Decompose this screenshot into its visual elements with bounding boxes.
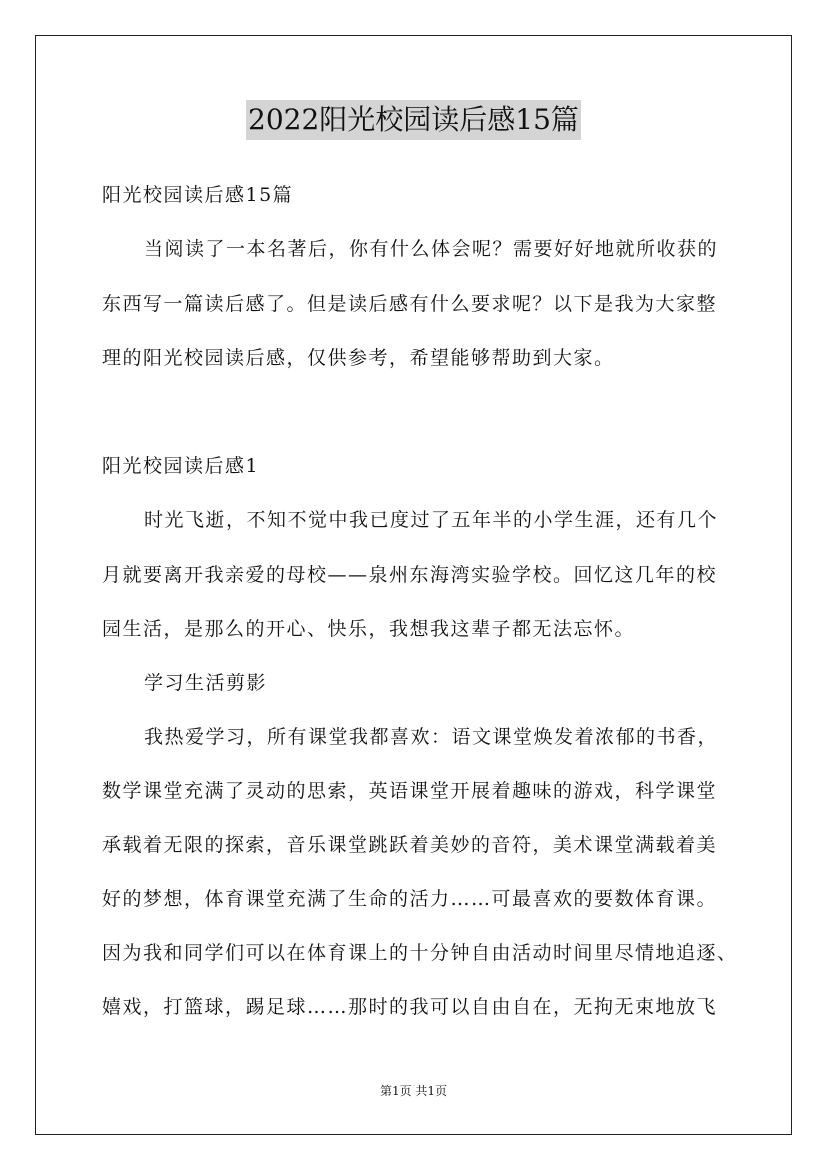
document-title: 2022阳光校园读后感15篇 bbox=[246, 100, 581, 140]
paragraph-line: 月就要离开我亲爱的母校——泉州东海湾实验学校。回忆这几年的校 bbox=[102, 564, 718, 586]
paragraph-line: 承载着无限的探索，音乐课堂跳跃着美妙的音符，美术课堂满载着美 bbox=[102, 834, 718, 856]
paragraph-line: 我热爱学习，所有课堂我都喜欢：语文课堂焕发着浓郁的书香， bbox=[144, 726, 719, 748]
intro-line: 东西写一篇读后感了。但是读后感有什么要求呢？以下是我为大家整 bbox=[102, 293, 718, 315]
paragraph-line: 园生活，是那么的开心、快乐，我想我这辈子都无法忘怀。 bbox=[102, 618, 636, 640]
sub-heading: 学习生活剪影 bbox=[144, 672, 268, 694]
paragraph-line: 时光飞逝，不知不觉中我已度过了五年半的小学生涯，还有几个 bbox=[144, 509, 719, 531]
paragraph-line: 好的梦想，体育课堂充满了生命的活力……可最喜欢的要数体育课。 bbox=[102, 888, 718, 910]
page-footer: 第1页 共1页 bbox=[379, 1084, 448, 1098]
document-subtitle: 阳光校园读后感15篇 bbox=[102, 184, 294, 206]
intro-line: 理的阳光校园读后感，仅供参考，希望能够帮助到大家。 bbox=[102, 347, 615, 369]
title-container bbox=[0, 100, 827, 140]
section-heading: 阳光校园读后感1 bbox=[102, 455, 260, 477]
paragraph-line: 数学课堂充满了灵动的思索，英语课堂开展着趣味的游戏，科学课堂 bbox=[102, 780, 718, 802]
paragraph-line: 因为我和同学们可以在体育课上的十分钟自由活动时间里尽情地追逐、 bbox=[102, 942, 738, 964]
paragraph-line: 嬉戏，打篮球，踢足球……那时的我可以自由自在，无拘无束地放飞 bbox=[102, 996, 718, 1018]
intro-line: 当阅读了一本名著后，你有什么体会呢？需要好好地就所收获的 bbox=[144, 238, 719, 260]
